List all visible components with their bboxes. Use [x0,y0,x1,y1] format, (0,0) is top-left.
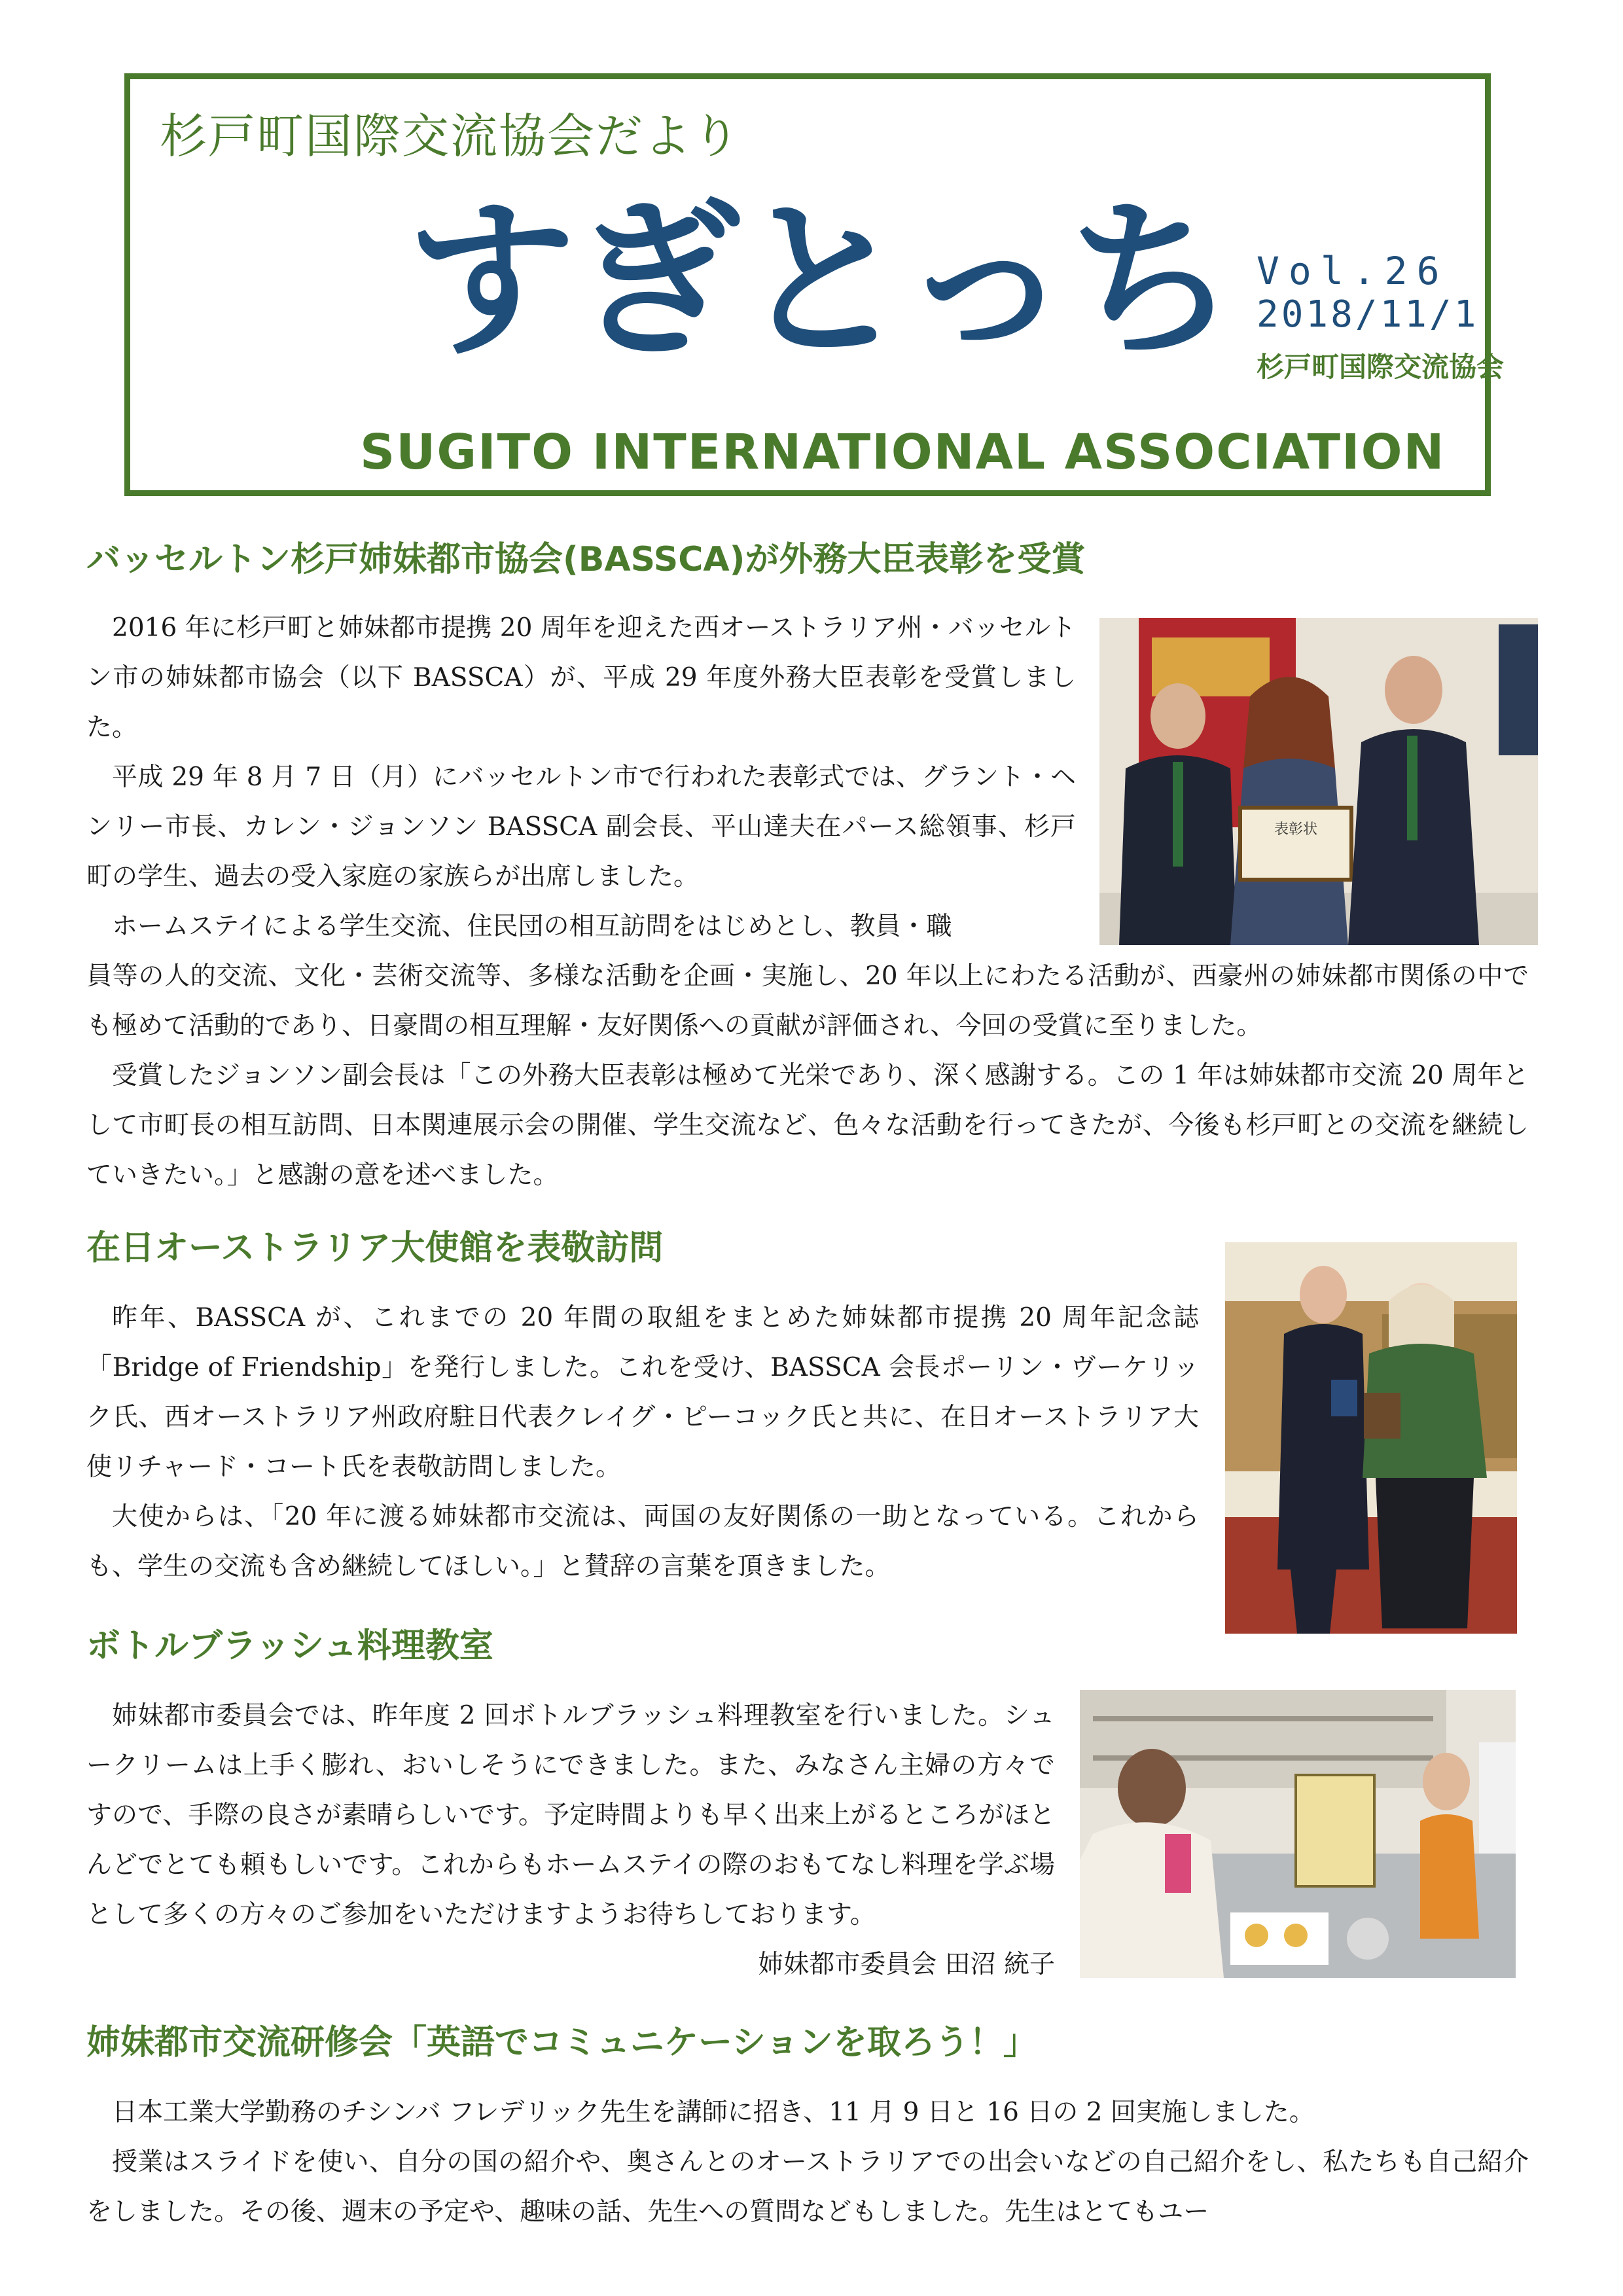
article-paragraph [86,1691,1055,1990]
article-paragraph: 2016 年に杉戸町と姉妹都市提携 20 周年を迎えた西オーストラリア州・バッセルトン市の姉妹都市協会（以下 BASSCA）が、平成 29 年度外務大臣表彰を受賞しました。 [86,613,1076,742]
article-paragraph: 昨年、BASSCA が、これまでの 20 年間の取組をまとめた姉妹都市提携 20 周年記念誌「Bridge of Friendship」を発行しました。これを受け、BASSCA 会長ポーリン・ヴーケリック氏、西オーストラリア州政府駐日代表クレイグ・ピーコック氏と共に、在日オーストラリア大使リチャード・コート氏を表敬訪問しました。 [86,1303,1200,1482]
article-heading-cooking-class: ボトルブラッシュ料理教室 [86,1626,493,1666]
article-paragraph: ホームステイによる学生交流、住民団の相互訪問をはじめとし、教員・職 [112,912,952,941]
issue-volume: Vol.26 [1257,249,1449,293]
article-paragraph: 日本工業大学勤務のチシンバ フレデリック先生を講師に招き、11 月 9 日と 16 日の 2 回実施しました。 [112,2098,1315,2127]
certificate-sign: 表彰状 [1274,821,1318,838]
masthead-english-name: SUGITO INTERNATIONAL ASSOCIATION [360,424,1446,480]
article-heading-bassca-award: バッセルトン杉戸姉妹都市協会(BASSCA)が外務大臣表彰を受賞 [86,540,1086,579]
article-paragraph: 平成 29 年 8 月 7 日（月）にバッセルトン市で行われた表彰式では、グラント・ヘンリー市長、カレン・ジョンソン BASSCA 副会長、平山達夫在パース総領事、杉戸町の学生、過去の受入家庭の家族らが出席しました。 [86,762,1076,891]
article-paragraph: 授業はスライドを使い、自分の国の紹介や、奥さんとのオーストラリアでの出会いなどの自己紹介をし、私たちも自己紹介をしました。その後、週末の予定や、趣味の話、先生への質問などもしました。先生はとてもユー [86,2147,1529,2227]
embassy-visit-photo [1225,1242,1517,1634]
award-ceremony-photo [1099,618,1538,945]
publisher-name: 杉戸町国際交流協会 [1257,351,1505,383]
issue-date: 2018/11/1 [1257,293,1479,336]
article-paragraph: 員等の人的交流、文化・芸術交流等、多様な活動を企画・実施し、20 年以上にわたる活動が、西豪州の姉妹都市関係の中でも極めて活動的であり、日豪間の相互理解・友好関係への貢献が評価され、今回の受賞に至りました。 [86,961,1529,1041]
article-signature: 姉妹都市委員会 田沼 統子 [758,1950,1055,1979]
article-paragraph: 大使からは、「20 年に渡る姉妹都市交流は、両国の友好関係の一助となっている。これからも、学生の交流も含め継続してほしい。」と賛辞の言葉を頂きました。 [86,1502,1199,1581]
article-paragraph: 受賞したジョンソン副会長は「この外務大臣表彰は極めて光栄であり、深く感謝する。この 1 年は姉妹都市交流 20 周年として市町長の相互訪問、日本関連展示会の開催、学生交流など、色々な活動を行ってきたが、今後も杉戸町との交流を継続していきたい。」と感謝の意を述べました。 [86,1061,1529,1190]
cooking-class-photo [1080,1690,1516,1978]
masthead-title: すぎとっち [406,183,1234,380]
article-heading-embassy-visit: 在日オーストラリア大使館を表敬訪問 [86,1229,664,1268]
article-text: 姉妹都市委員会では、昨年度 2 回ボトルブラッシュ料理教室を行いました。シュークリームは上手く膨れ、おいしそうにできました。また、みなさん主婦の方々ですので、手際の良さが素晴らしいです。予定時間よりも早く出来上がるところがほとんどでとても頼もしいです。これからもホームステイの際のおもてなし料理を学ぶ場として多くの方々のご参加をいただけますようお待ちしております。 [86,1701,1055,1929]
article-heading-english-seminar: 姉妹都市交流研修会「英語でコミュニケーションを取ろう！」 [86,2023,1037,2062]
masthead-subtitle: 杉戸町国際交流協会だより [160,109,741,164]
